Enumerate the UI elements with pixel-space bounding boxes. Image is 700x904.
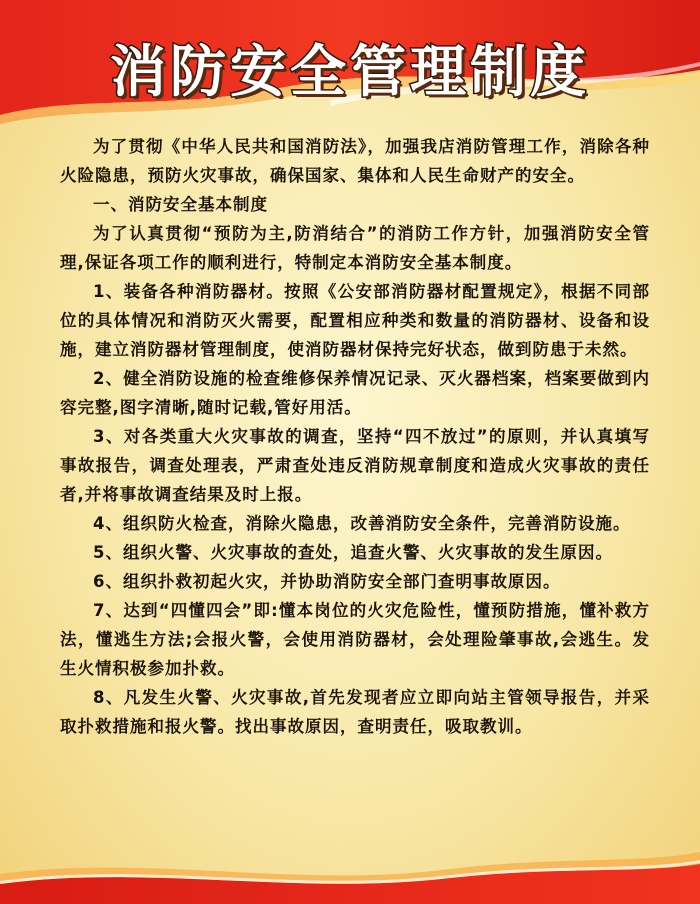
- rule-item-1: 1、装备各种消防器材。按照《公安部消防器材配置规定》，根据不同部位的具体情况和消防灭火需要，配置相应种类和数量的消防器材、设备和设施，建立消防器材管理制度，使消防器材保持完好状态，做到防患于未然。: [60, 282, 650, 359]
- section-intro-paragraph: 为了认真贯彻“预防为主,防消结合”的消防工作方针，加强消防安全管理,保证各项工作的顺利进行，特制定本消防安全基本制度。: [60, 224, 650, 272]
- rule-item-8: 8、凡发生火警、火灾事故,首先发现者应立即向站主管领导报告，并采取扑救措施和报火警。找出事故原因，查明责任，吸取教训。: [60, 688, 650, 736]
- rule-item-3: 3、对各类重大火灾事故的调查，坚持“四不放过”的原则，并认真填写事故报告，调查处理表，严肃查处违反消防规章制度和造成火灾事故的责任者,并将事故调查结果及时上报。: [60, 427, 650, 504]
- section-heading: 一、消防安全基本制度: [93, 195, 268, 214]
- intro-paragraph: 为了贯彻《中华人民共和国消防法》，加强我店消防管理工作，消除各种火险隐患，预防火灾事故，确保国家、集体和人民生命财产的安全。: [60, 137, 650, 185]
- rule-item-7: 7、达到“四懂四会”即:懂本岗位的火灾危险性，懂预防措施，懂补救方法，懂逃生方法;会报火警，会使用消防器材，会处理险肇事故,会逃生。发生火情积极参加扑救。: [60, 601, 650, 678]
- bottom-red-wave-banner: [0, 834, 700, 904]
- rule-item-6: 6、组织扑救初起火灾，并协助消防安全部门查明事故原因。: [93, 572, 561, 591]
- rule-item-5: 5、组织火警、火灾事故的查处，追查火警、火灾事故的发生原因。: [93, 543, 613, 562]
- page-title: 消防安全管理制度: [110, 40, 590, 105]
- regulation-body: [60, 132, 650, 741]
- rule-item-4: 4、组织防火检查，消除火隐患，改善消防安全条件，完善消防设施。: [93, 514, 631, 533]
- rule-item-2: 2、健全消防设施的检查维修保养情况记录、灭火器档案，档案要做到内容完整,图字清晰,随时记载,管好用活。: [60, 369, 650, 417]
